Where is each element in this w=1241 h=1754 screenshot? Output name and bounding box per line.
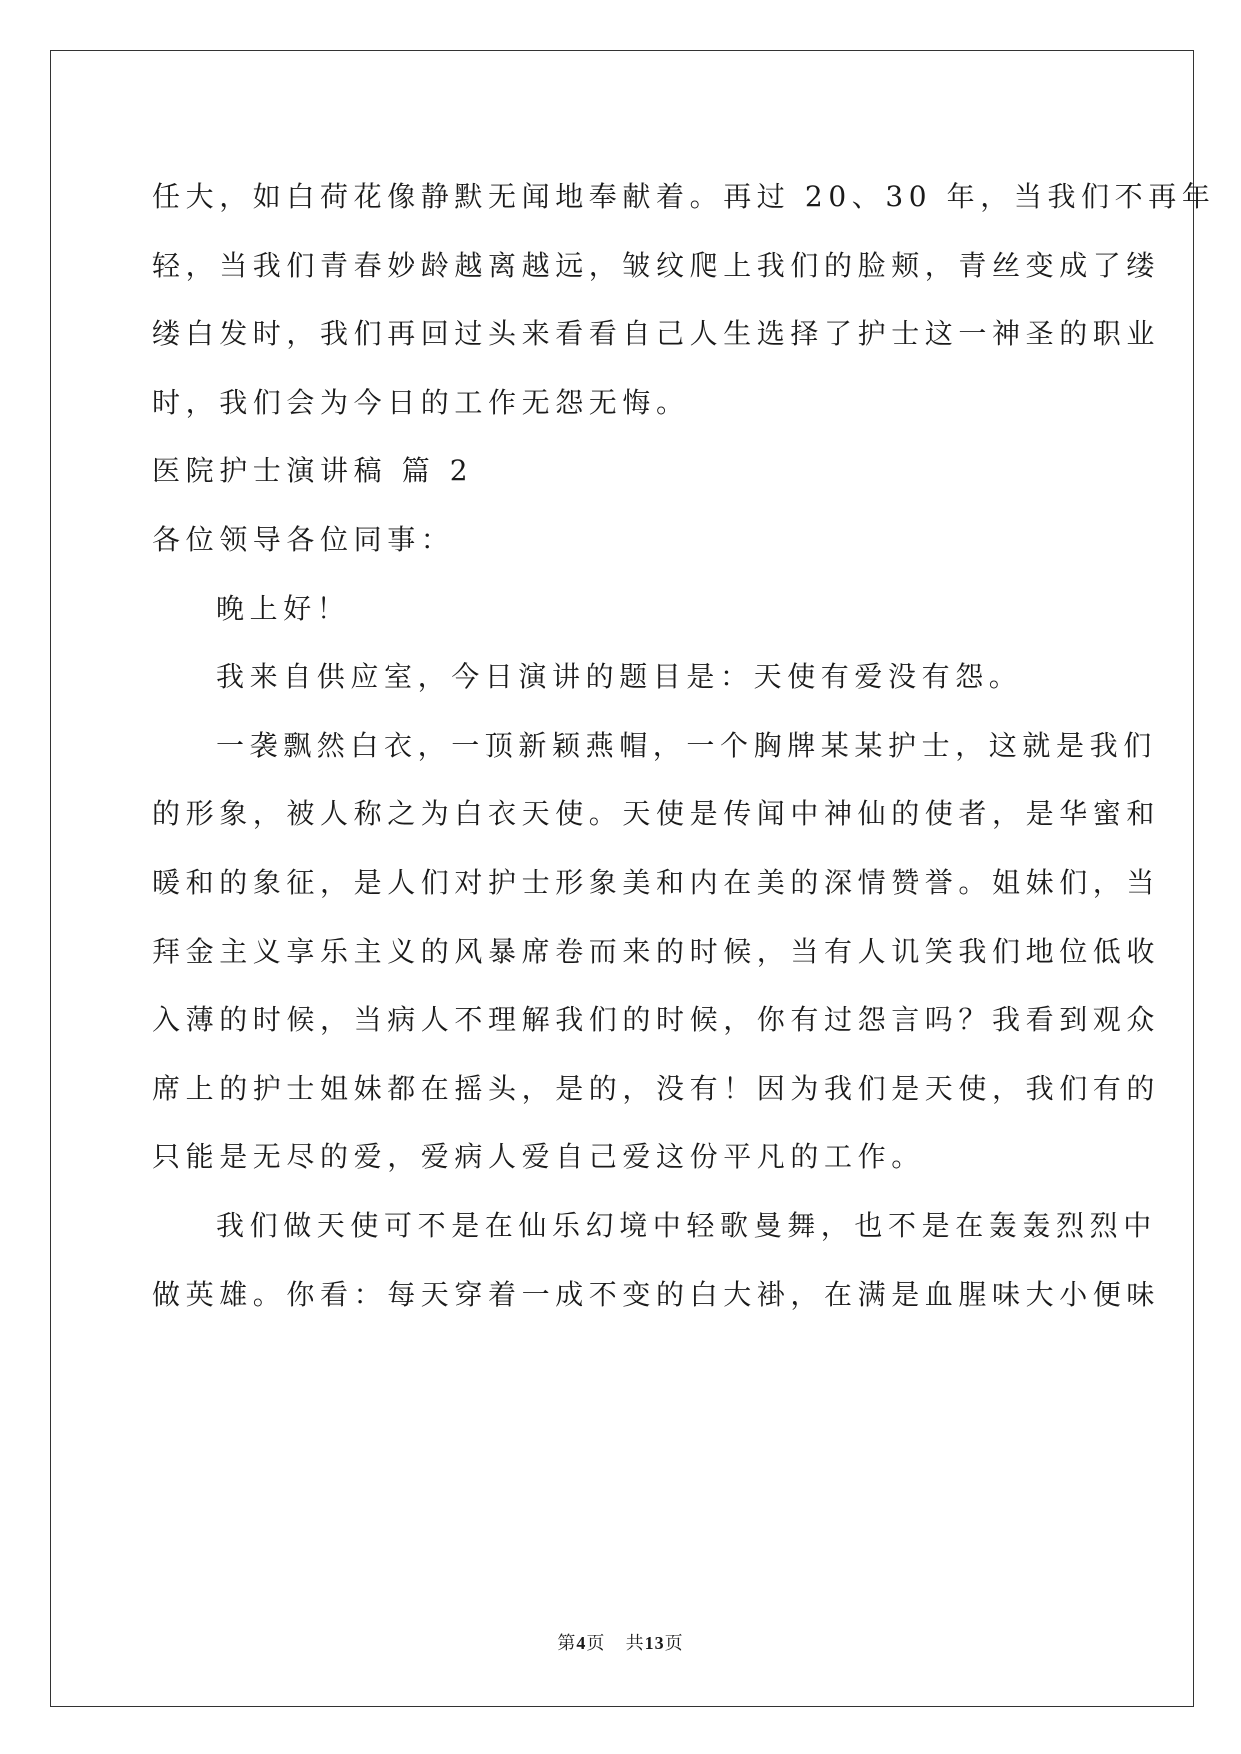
- text-line: 医院护士演讲稿 篇 2: [152, 454, 474, 488]
- text-line: 一袭飘然白衣，一顶新颖燕帽，一个胸牌某某护士，这就是我们: [216, 728, 1157, 762]
- text-line: 缕白发时，我们再回过头来看看自己人生选择了护士这一神圣的职业: [152, 317, 1161, 351]
- paragraph: [152, 437, 1092, 506]
- paragraph: [152, 712, 1161, 1192]
- text-line: 拜金主义享乐主义的风暴席卷而来的时候，当有人讥笑我们地位低收: [152, 934, 1161, 968]
- footer-total-prefix: 共: [625, 1633, 645, 1654]
- text-line: 我们做天使可不是在仙乐幻境中轻歌曼舞，也不是在轰轰烈烈中: [216, 1208, 1157, 1242]
- footer-total-suffix: 页: [664, 1633, 684, 1654]
- text-line: 时，我们会为今日的工作无怨无悔。: [152, 385, 690, 419]
- text-line: 我来自供应室，今日演讲的题目是：天使有爱没有怨。: [216, 660, 1023, 694]
- paragraph: [152, 506, 1092, 575]
- text-line: 入薄的时候，当病人不理解我们的时候，你有过怨言吗？我看到观众: [152, 1003, 1161, 1037]
- paragraph: [152, 575, 1092, 644]
- footer-page-suffix: 页: [586, 1633, 606, 1654]
- paragraph: [152, 1192, 1161, 1329]
- document-body: [152, 163, 1216, 1329]
- text-line: 任大，如白荷花像静默无闻地奉献着。再过 20、30 年，当我们不再年: [152, 180, 1216, 213]
- text-line: 席上的护士姐妹都在摇头，是的，没有！因为我们是天使，我们有的: [152, 1071, 1161, 1105]
- text-line: 轻，当我们青春妙龄越离越远，皱纹爬上我们的脸颊，青丝变成了缕: [152, 248, 1161, 282]
- footer-prefix: 第: [557, 1633, 577, 1654]
- paragraph: [152, 643, 1092, 712]
- footer-page-number: 4: [576, 1633, 587, 1653]
- text-line: 只能是无尽的爱，爱病人爱自己爱这份平凡的工作。: [152, 1140, 925, 1174]
- text-line: 各位领导各位同事：: [152, 522, 455, 556]
- paragraph: [152, 163, 1216, 437]
- text-line: 的形象，被人称之为白衣天使。天使是传闻中神仙的使者，是华蜜和: [152, 797, 1161, 831]
- text-line: 晚上好！: [216, 591, 351, 625]
- page-footer: [0, 1629, 1241, 1655]
- text-line: 做英雄。你看：每天穿着一成不变的白大褂，在满是血腥味大小便味: [152, 1277, 1161, 1311]
- text-line: 暖和的象征，是人们对护士形象美和内在美的深情赞誉。姐妹们，当: [152, 865, 1161, 899]
- footer-total-pages: 13: [644, 1633, 665, 1653]
